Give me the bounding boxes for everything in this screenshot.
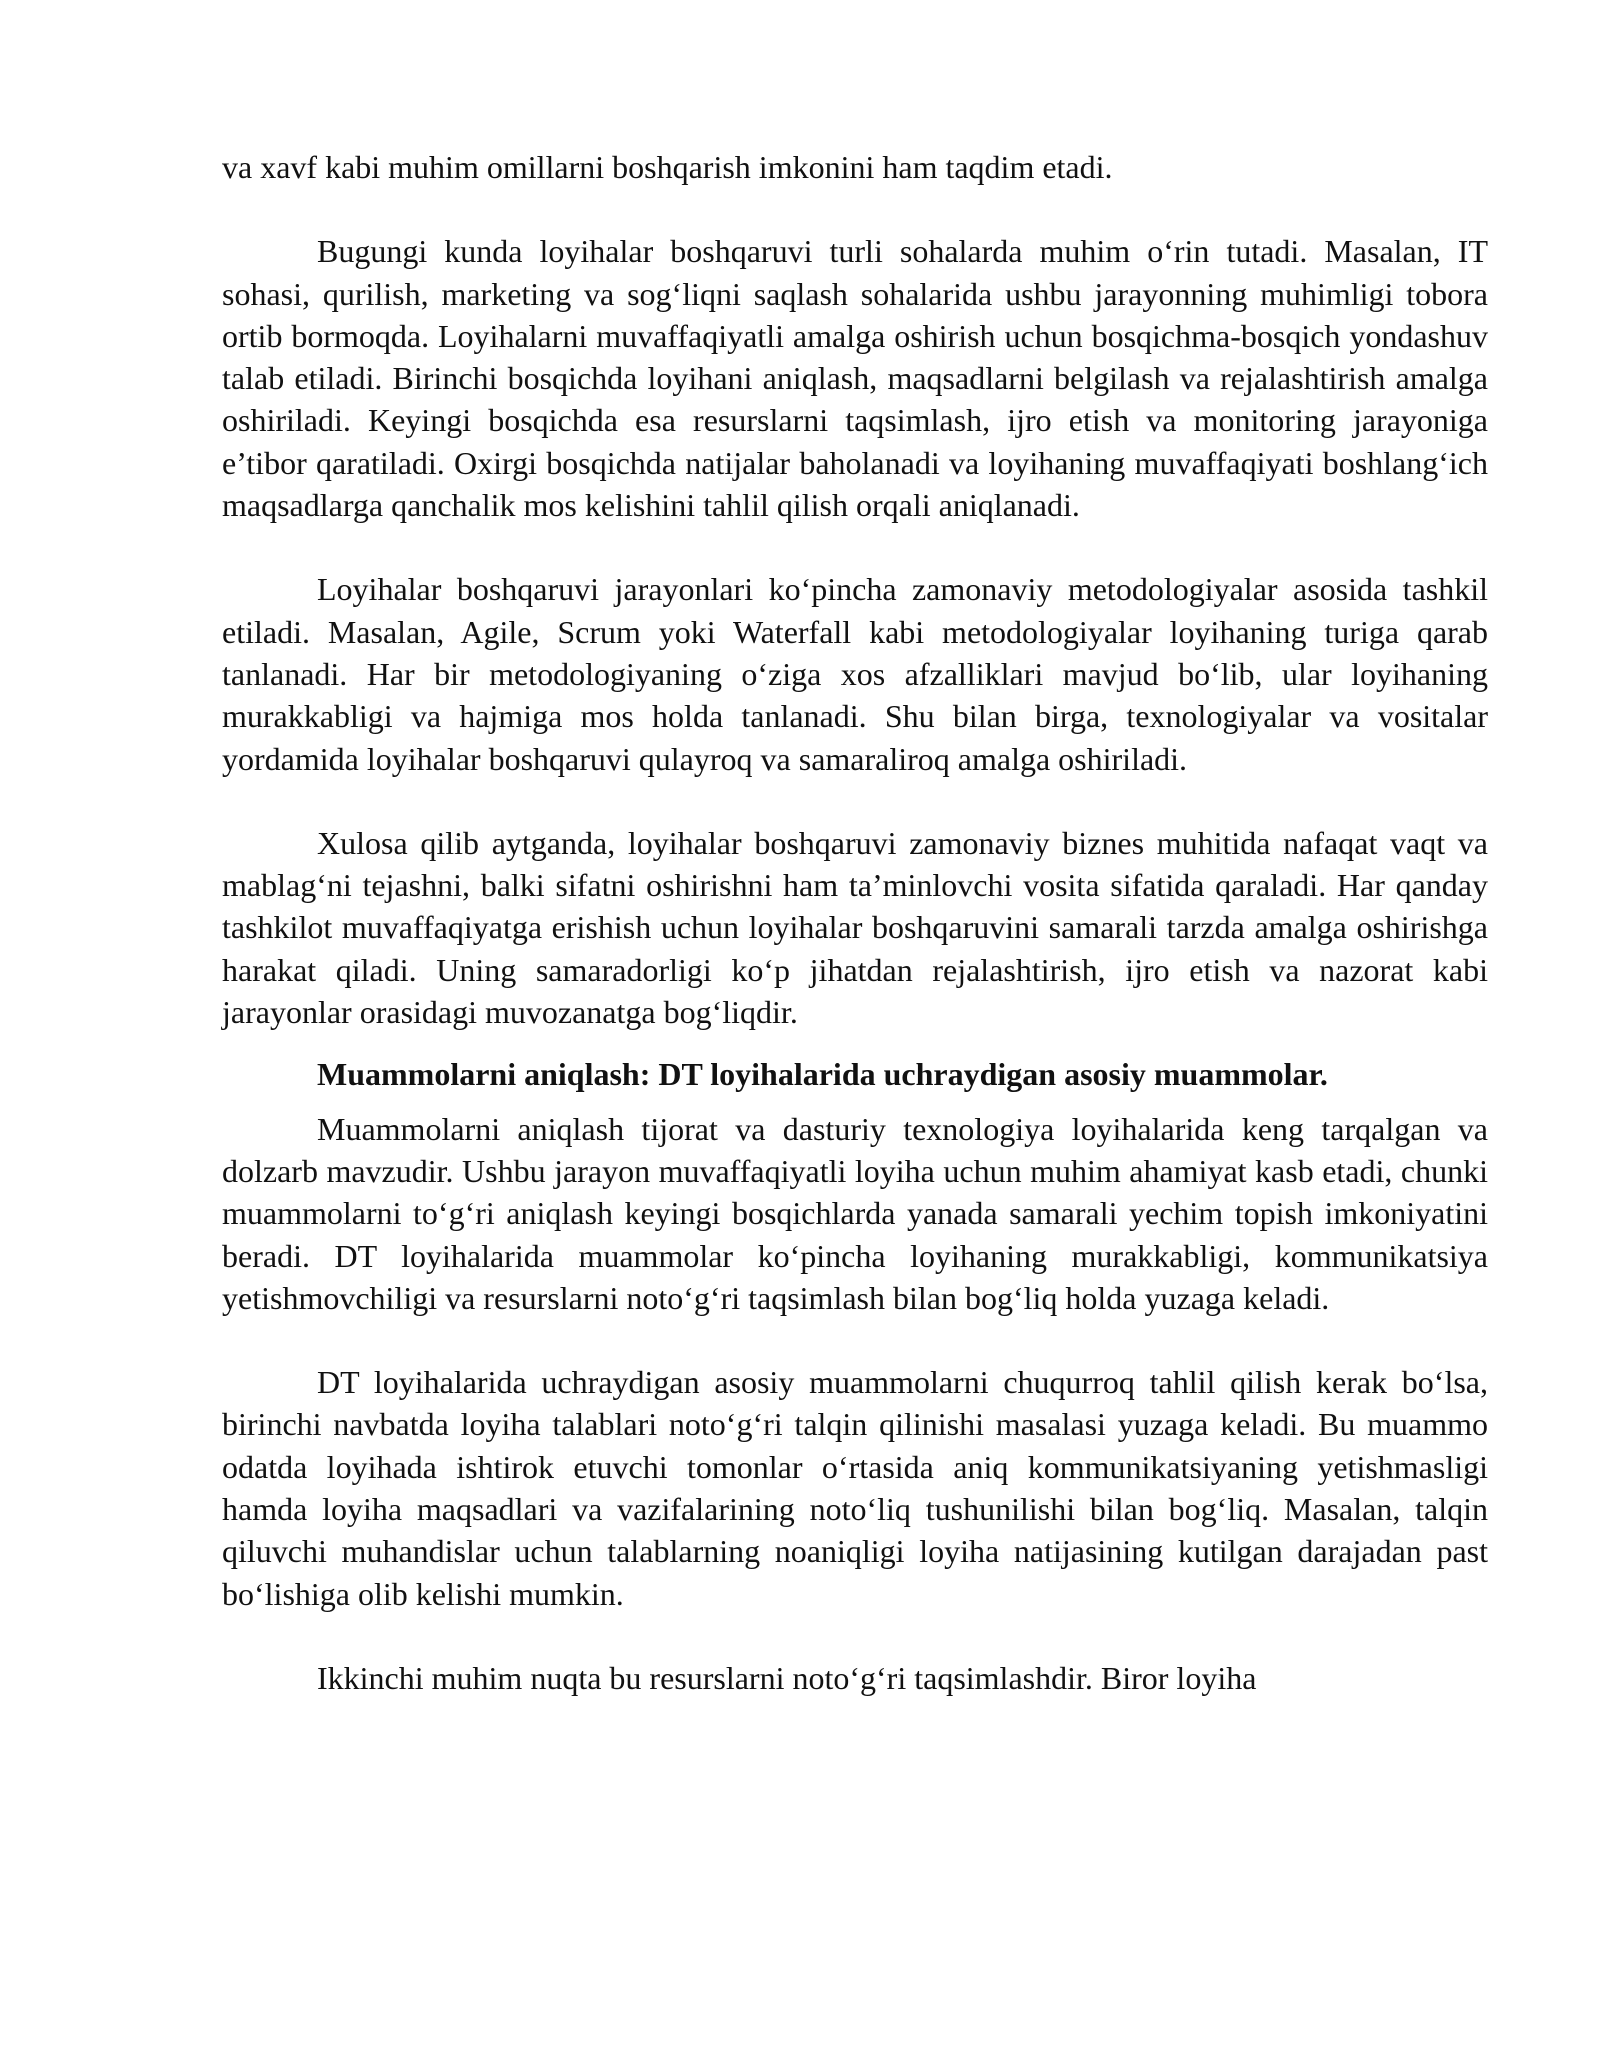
paragraph-project-management-fields: Bugungi kunda loyihalar boshqaruvi turli sohalarda muhim o‘rin tutadi. Masalan, IT sohasi, qurilish, marketing va sog‘liqni saqlash sohalarida ushbu jarayonning muhimligi tobora ortib bormoqda. Loyihalarni muvaffaqiyatli amalga oshirish uchun bosqichma-bosqich yondashuv talab etiladi. Birinchi bosqichda loyihani aniqlash, maqsadlarni belgilash va rejalashtirish amalga oshiriladi. Keyingi bosqichda esa resurslarni taqsimlash, ijro etish va monitoring jarayoniga e’tibor qaratiladi. Oxirgi bosqichda natijalar baholanadi va loyihaning muvaffaqiyati boshlang‘ich maqsadlarga qanchalik mos kelishini tahlil qilish orqali aniqlanadi. (222, 233, 1488, 524)
paragraph-resource-allocation: Ikkinchi muhim nuqta bu resurslarni noto‘g‘ri taqsimlashdir. Biror loyiha (317, 1659, 1257, 1696)
paragraph-requirements-misinterpretation: DT loyihalarida uchraydigan asosiy muammolarni chuqurroq tahlil qilish kerak bo‘lsa, birinchi navbatda loyiha talablari noto‘g‘ri talqin qilinishi masalasi yuzaga keladi. Bu muammo odatda loyihada ishtirok etuvchi tomonlar o‘rtasida aniq kommunikatsiyaning yetishmasligi hamda loyiha maqsadlari va vazifalarining noto‘liq tushunilishi bilan bog‘liq. Masalan, talqin qiluvchi muhandislar uchun talablarning noaniqligi loyiha natijasining kutilgan darajadan past bo‘lishiga olib kelishi mumkin. (222, 1364, 1488, 1612)
paragraph-continuation: va xavf kabi muhim omillarni boshqarish imkonini ham taqdim etadi. (222, 149, 1113, 185)
paragraph-problem-identification: Muammolarni aniqlash tijorat va dasturiy texnologiya loyihalarida keng tarqalgan va dolzarb mavzudir. Ushbu jarayon muvaffaqiyatli loyiha uchun muhim ahamiyat kasb etadi, chunki muammolarni to‘g‘ri aniqlash keyingi bosqichlarda yanada samarali yechim topish imkoniyatini beradi. DT loyihalarida muammolar ko‘pincha loyihaning murakkabligi, kommunikatsiya yetishmovchiligi va resurslarni noto‘g‘ri taqsimlash bilan bog‘liq holda yuzaga keladi. (222, 1110, 1488, 1316)
document-body (222, 146, 1488, 1699)
paragraph-methodologies: Loyihalar boshqaruvi jarayonlari ko‘pincha zamonaviy metodologiyalar asosida tashkil etiladi. Masalan, Agile, Scrum yoki Waterfall kabi metodologiyalar loyihaning turiga qarab tanlanadi. Har bir metodologiyaning o‘ziga xos afzalliklari mavjud bo‘lib, ular loyihaning murakkabligi va hajmiga mos holda tanlanadi. Shu bilan birga, texnologiyalar va vositalar yordamida loyihalar boshqaruvi qulayroq va samaraliroq amalga oshiriladi. (222, 571, 1488, 777)
section-heading: Muammolarni aniqlash: DT loyihalarida uchraydigan asosiy muammolar. (317, 1056, 1328, 1093)
paragraph-conclusion: Xulosa qilib aytganda, loyihalar boshqaruvi zamonaviy biznes muhitida nafaqat vaqt va mablag‘ni tejashni, balki sifatni oshirishni ham ta’minlovchi vosita sifatida qaraladi. Har qanday tashkilot muvaffaqiyatga erishish uchun loyihalar boshqaruvini samarali tarzda amalga oshirishga harakat qiladi. Uning samaradorligi ko‘p jihatdan rejalashtirish, ijro etish va nazorat kabi jarayonlar orasidagi muvozanatga bog‘liqdir. (222, 824, 1488, 1031)
